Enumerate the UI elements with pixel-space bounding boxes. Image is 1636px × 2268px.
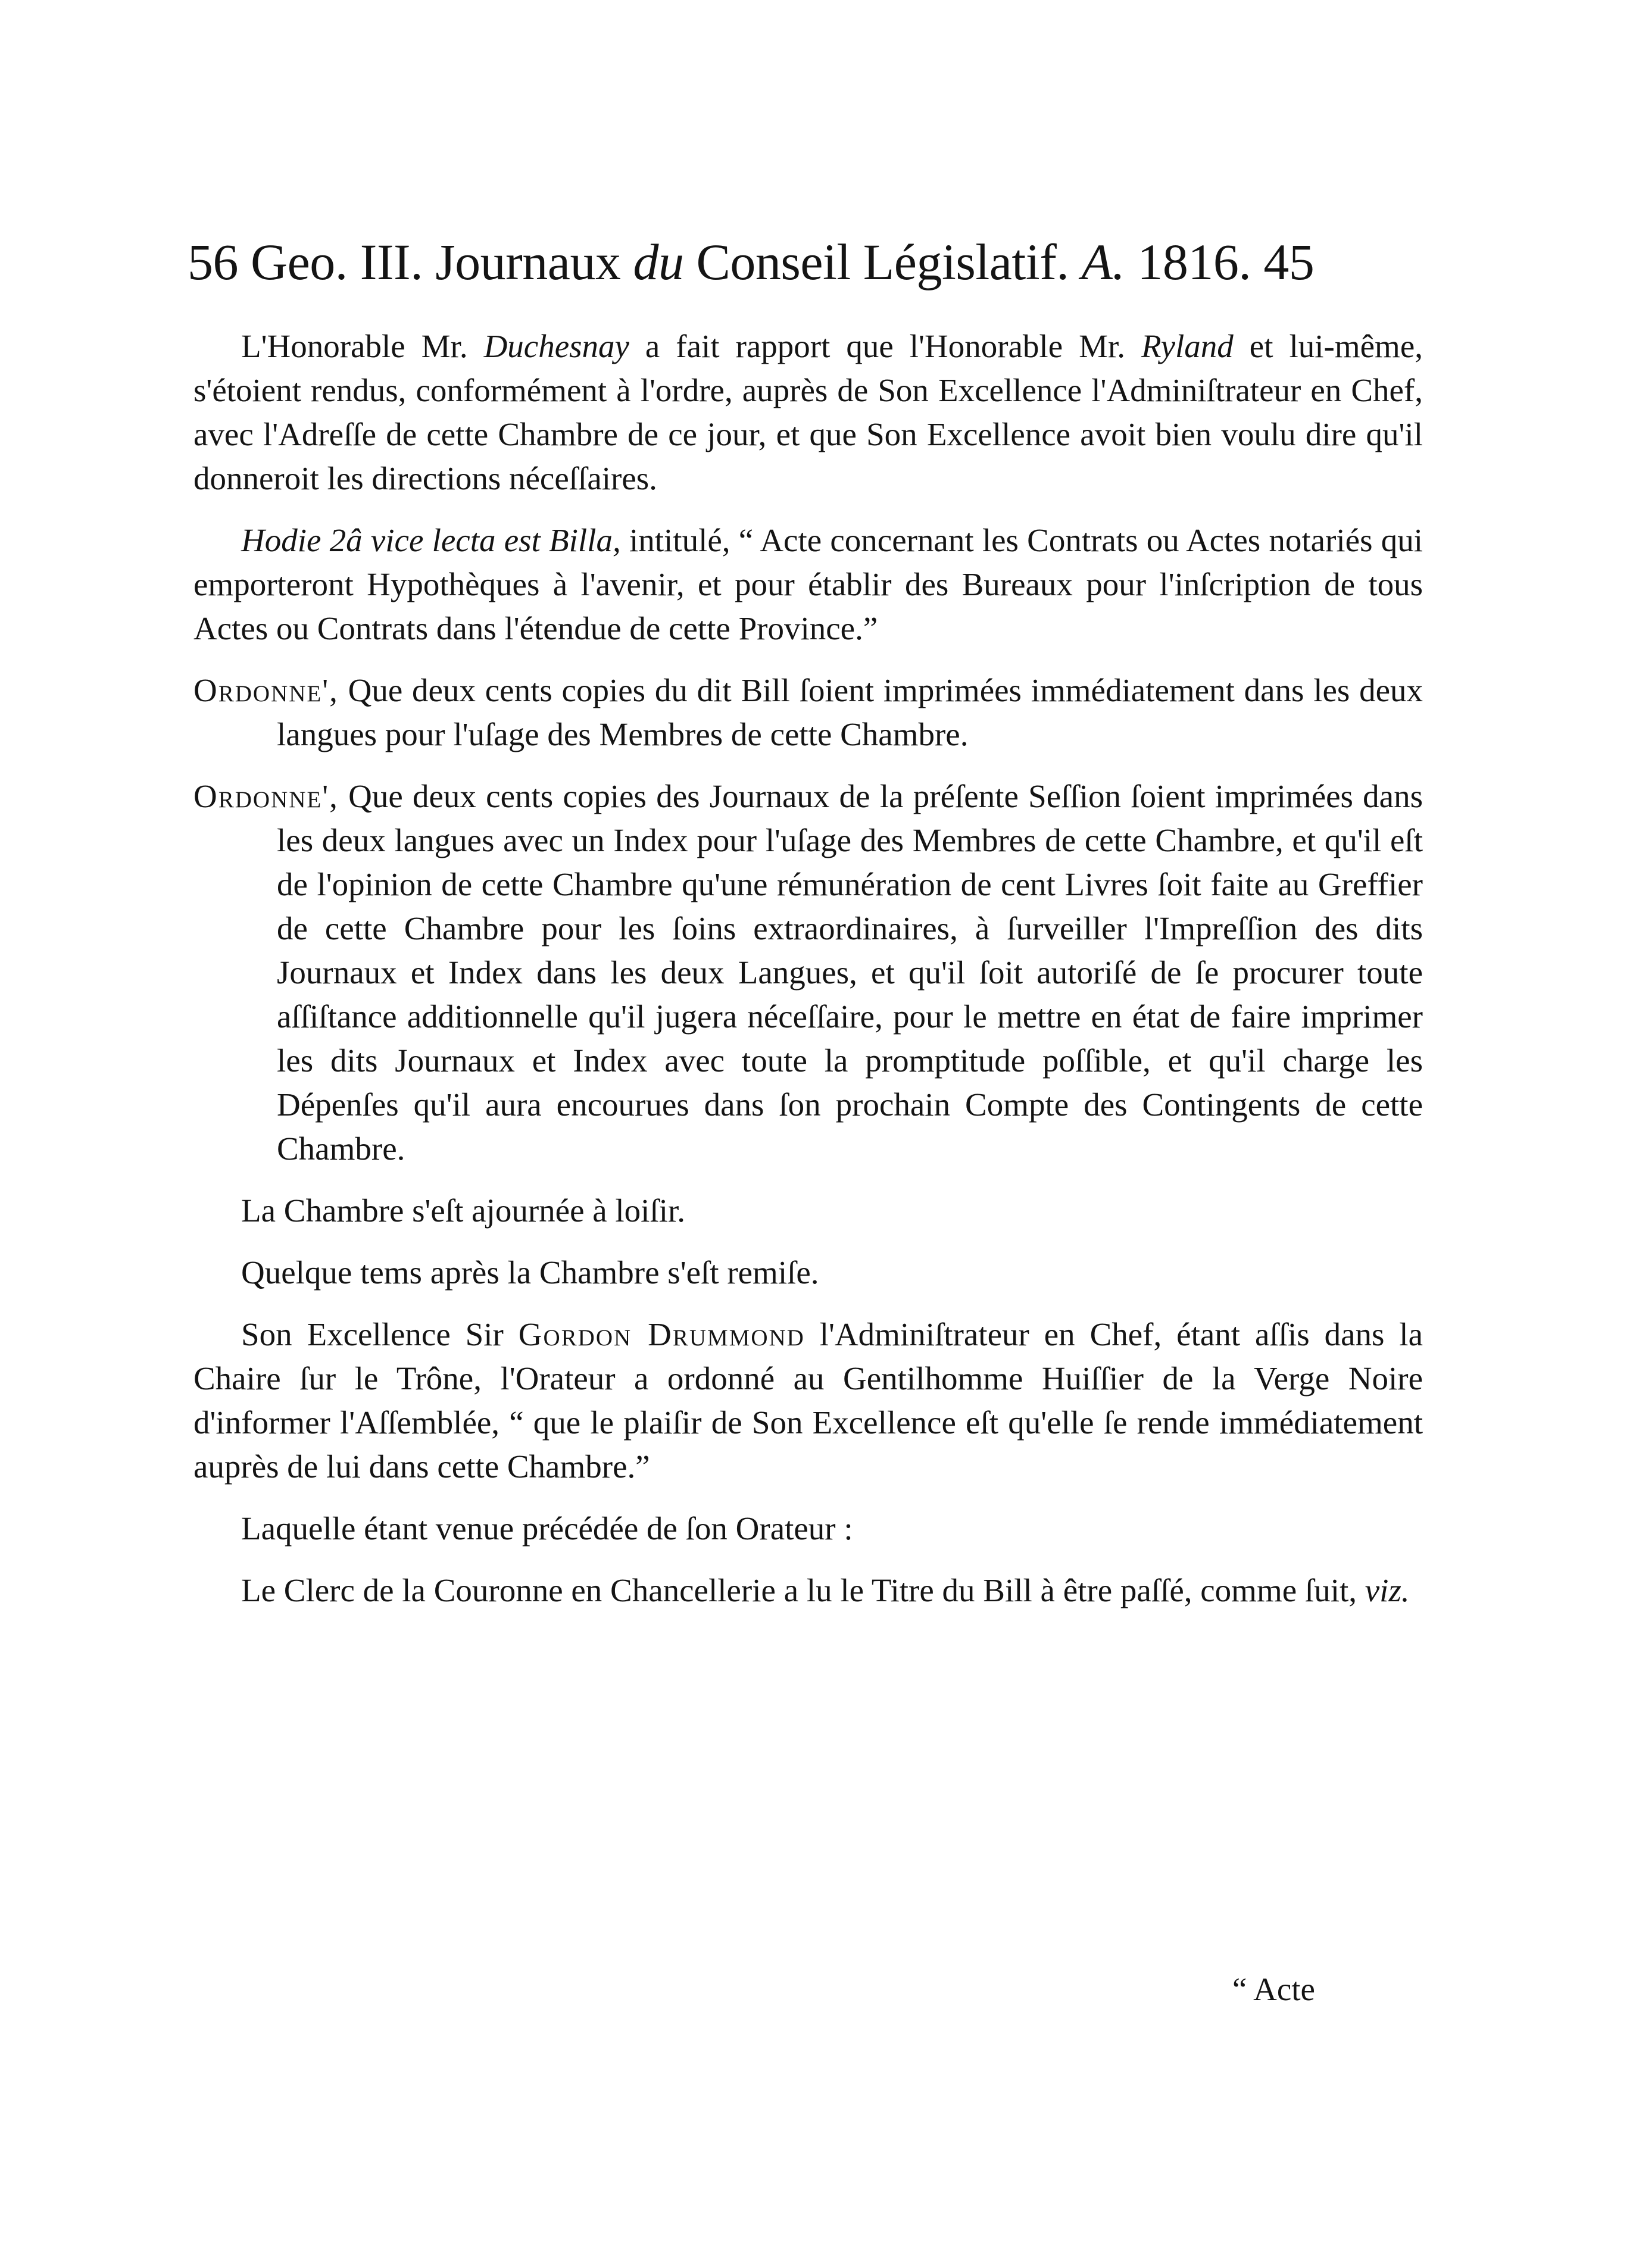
- paragraph-order-bill-copies: Ordonne', Que deux cents copies du dit Bill ſoient imprimées immédiatement dans les deux langues pour l'uſage des Membres de cette Chambre.: [193, 672, 1423, 752]
- paragraph-administrator: Son Excellence Sir Gordon Drummond l'Adminiſtrateur en Chef, étant aſſis dans la Chaire ſur le Trône, l'Orateur a ordonné au Gentilhomme Huiſſier de la Verge Noire d'informer l'Aſſemblée, “ que le plaiſir de Son Excellence eſt qu'elle ſe rende immédiatement auprès de lui dans cette Chambre.”: [193, 1316, 1423, 1485]
- catchword: “ Acte: [1232, 1971, 1315, 2007]
- order-lead: Ordonne',: [193, 778, 339, 814]
- paragraph-report: L'Honorable Mr. Duchesnay a fait rapport que l'Honorable Mr. Ryland et lui-même, s'étoient rendus, conformément à l'ordre, auprès de Son Excellence l'Adminiſtrateur en Chef, avec l'Adreſſe de cette Chambre de ce jour, et que Son Excellence avoit bien voulu dire qu'il donneroit les directions néceſſaires.: [193, 328, 1423, 496]
- paragraph-adjourned: La Chambre s'eſt ajournée à loiſir.: [241, 1192, 686, 1229]
- paragraph-order-journals: Ordonne', Que deux cents copies des Journaux de la préſente Seſſion ſoient imprimées dans les deux langues avec un Index pour l'uſage des Membres de cette Chambre, et qu'il eſt de l'opinion de cette Chambre qu'une rémunération de cent Livres ſoit faite au Greffier de cette Chambre pour les ſoins extraordinaires, à ſurveiller l'Impreſſion des dits Journaux et Index dans les deux Langues, et qu'il ſoit autoriſé de ſe procurer toute aſſiſtance additionnelle qu'il jugera néceſſaire, pour le mettre en état de faire imprimer les dits Journaux et Index avec toute la promptitude poſſible, et qu'il charge les Dépenſes qu'il aura encourues dans ſon prochain Compte des Contingents de cette Chambre.: [193, 778, 1423, 1167]
- header-title-rest: Conseil Législatif.: [696, 233, 1069, 290]
- running-header: [188, 229, 1429, 295]
- regnal-year: 56 Geo. III.: [188, 233, 423, 290]
- paragraph-assembly-arrives: Laquelle étant venue précédée de ſon Orateur :: [241, 1510, 853, 1547]
- paragraph-resumed: Quelque tems après la Chambre s'eſt remiſe.: [241, 1254, 819, 1291]
- header-year: 1816.: [1137, 233, 1251, 290]
- page-number: 45: [1263, 233, 1315, 290]
- header-title-du: du: [633, 233, 684, 290]
- header-title: Journaux: [435, 233, 621, 290]
- name-gordon-drummond: Gordon Drummond: [518, 1316, 805, 1352]
- paragraph-second-reading: Hodie 2â vice lecta est Billa, intitulé, “ Acte concernant les Contrats ou Actes notariés qui emporteront Hypothèques à l'avenir, et pour établir des Bureaux pour l'inſcription de tous Actes ou Contrats dans l'étendue de cette Province.”: [193, 522, 1423, 646]
- header-anno: A.: [1081, 233, 1125, 290]
- paragraph-clerk-reads: Le Clerc de la Couronne en Chancellerie a lu le Titre du Bill à être paſſé, comme ſuit, viz.: [241, 1572, 1410, 1608]
- body-text: [193, 324, 1423, 1630]
- order-lead: Ordonne',: [193, 672, 339, 708]
